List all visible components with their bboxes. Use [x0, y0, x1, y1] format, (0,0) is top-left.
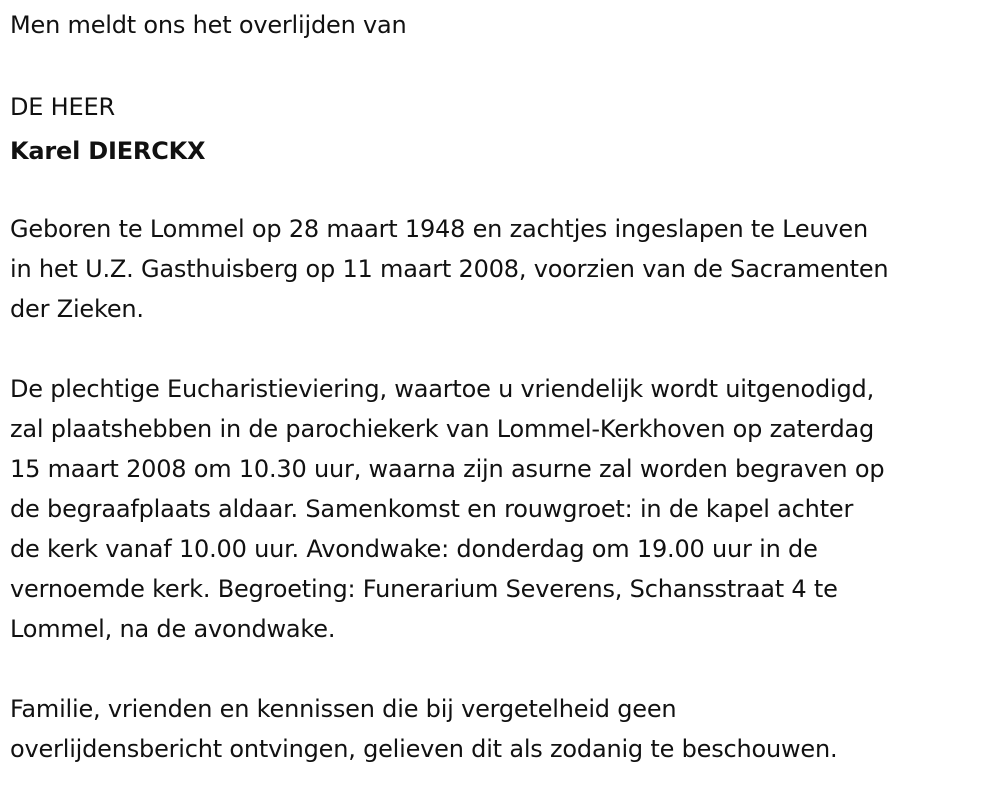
ceremony-line: de begraafplaats aldaar. Samenkomst en rouwgroet: in de kapel achter [10, 495, 854, 523]
birth-line: in het U.Z. Gasthuisberg op 11 maart 2008, voorzien van de Sacramenten [10, 255, 889, 283]
intro-text: Men meldt ons het overlijden van [10, 11, 407, 39]
ceremony-line: De plechtige Eucharistieviering, waartoe u vriendelijk wordt uitgenodigd, [10, 375, 875, 403]
birth-line: Geboren te Lommel op 28 maart 1948 en zachtjes ingeslapen te Leuven [10, 215, 869, 243]
birth-paragraph [10, 209, 995, 329]
spacer [10, 649, 995, 689]
ceremony-line: vernoemde kerk. Begroeting: Funerarium Severens, Schansstraat 4 te [10, 575, 838, 603]
spacer [10, 329, 995, 369]
ceremony-line: zal plaatshebben in de parochiekerk van Lommel-Kerkhoven op zaterdag [10, 415, 875, 443]
ceremony-paragraph [10, 369, 995, 649]
deceased-name: Karel DIERCKX [10, 137, 206, 165]
closing-line: Familie, vrienden en kennissen die bij vergetelheid geen [10, 695, 677, 723]
death-notice [10, 0, 995, 769]
ceremony-line: 15 maart 2008 om 10.30 uur, waarna zijn asurne zal worden begraven op [10, 455, 885, 483]
birth-line: der Zieken. [10, 295, 144, 323]
salutation: DE HEER [10, 93, 115, 121]
spacer [10, 45, 995, 85]
closing-paragraph [10, 689, 995, 769]
ceremony-line: Lommel, na de avondwake. [10, 615, 336, 643]
ceremony-line: de kerk vanaf 10.00 uur. Avondwake: donderdag om 19.00 uur in de [10, 535, 818, 563]
closing-line: overlijdensbericht ontvingen, gelieven dit als zodanig te beschouwen. [10, 735, 838, 763]
spacer [10, 173, 995, 209]
